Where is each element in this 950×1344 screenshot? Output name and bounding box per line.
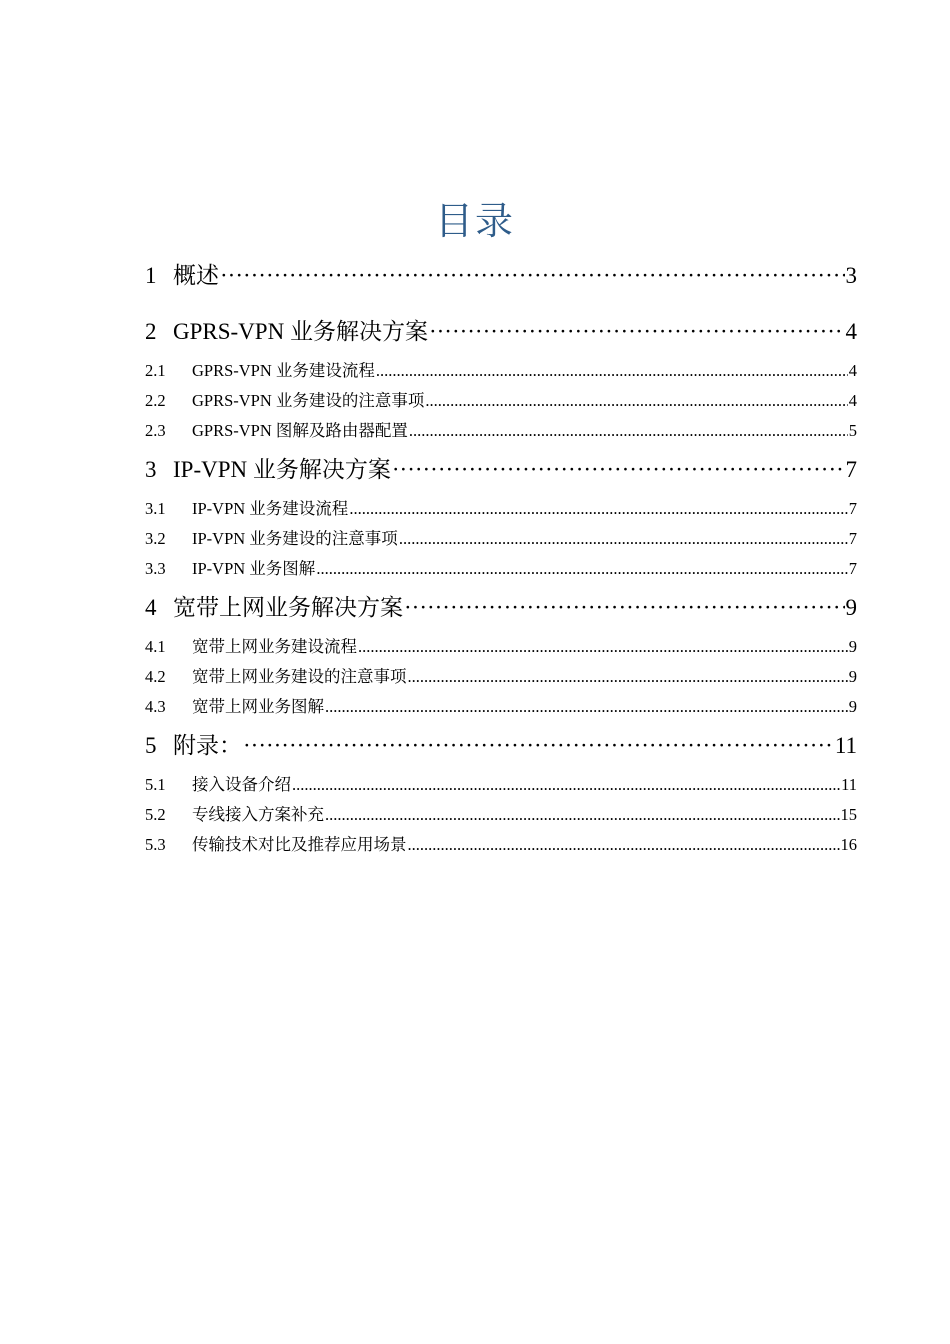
table-of-contents <box>145 252 857 860</box>
toc-entry-page: 4 <box>848 391 857 410</box>
toc-entry-page: 4 <box>845 319 857 344</box>
dot-leader <box>409 416 848 446</box>
toc-entry-number: 5.3 <box>145 835 166 854</box>
toc-entry-2-3[interactable] <box>145 416 857 446</box>
toc-entry-number: 2.3 <box>145 421 166 440</box>
dot-leader <box>325 800 840 830</box>
toc-entry-5[interactable] <box>145 722 857 770</box>
toc-entry-label: 宽带上网业务解决方案 <box>173 595 403 620</box>
toc-entry-number: 2.2 <box>145 391 166 410</box>
toc-entry-2[interactable] <box>145 308 857 356</box>
toc-entry-page: 7 <box>845 457 857 482</box>
toc-entry-page: 3 <box>845 263 857 288</box>
toc-entry-page: 4 <box>848 361 857 380</box>
toc-entry-label: GPRS-VPN 业务建设的注意事项 <box>192 391 425 410</box>
toc-entry-label: 宽带上网业务建设流程 <box>192 637 357 656</box>
toc-entry-number: 4 <box>145 595 157 620</box>
toc-entry-number: 5.1 <box>145 775 166 794</box>
toc-entry-number: 4.3 <box>145 697 166 716</box>
toc-entry-page: 7 <box>848 559 857 578</box>
toc-entry-number: 5 <box>145 733 157 758</box>
toc-entry-3-3[interactable] <box>145 554 857 584</box>
toc-entry-label: 接入设备介绍 <box>192 775 291 794</box>
dot-leader <box>292 770 840 800</box>
toc-entry-5-1[interactable] <box>145 770 857 800</box>
toc-entry-4-3[interactable] <box>145 692 857 722</box>
toc-entry-number: 5.2 <box>145 805 166 824</box>
toc-title: 目录 <box>434 199 515 243</box>
toc-entry-page: 9 <box>848 697 857 716</box>
toc-entry-number: 1 <box>145 263 157 288</box>
toc-entry-4-2[interactable] <box>145 662 857 692</box>
dot-leader <box>376 356 848 386</box>
toc-entry-label: GPRS-VPN 业务解决方案 <box>173 319 428 344</box>
toc-entry-label: IP-VPN 业务图解 <box>192 559 316 578</box>
toc-entry-page: 15 <box>840 805 857 824</box>
toc-entry-page: 7 <box>848 529 857 548</box>
dot-leader <box>392 446 845 494</box>
dot-leader <box>349 494 847 524</box>
dot-leader <box>408 830 840 860</box>
toc-entry-3-2[interactable] <box>145 524 857 554</box>
toc-entry-number: 4.2 <box>145 667 166 686</box>
dot-leader <box>404 584 845 632</box>
toc-entry-label: GPRS-VPN 图解及路由器配置 <box>192 421 408 440</box>
toc-entry-label: GPRS-VPN 业务建设流程 <box>192 361 375 380</box>
toc-entry-page: 7 <box>848 499 857 518</box>
toc-entry-5-2[interactable] <box>145 800 857 830</box>
toc-entry-2-2[interactable] <box>145 386 857 416</box>
toc-entry-page: 16 <box>840 835 857 854</box>
toc-entry-4[interactable] <box>145 584 857 632</box>
toc-entry-2-1[interactable] <box>145 356 857 386</box>
toc-entry-page: 11 <box>834 733 857 758</box>
toc-entry-label: 宽带上网业务建设的注意事项 <box>192 667 407 686</box>
toc-entry-label: IP-VPN 业务建设的注意事项 <box>192 529 398 548</box>
toc-entry-number: 3 <box>145 457 157 482</box>
toc-entry-1[interactable] <box>145 252 857 300</box>
toc-entry-number: 3.2 <box>145 529 166 548</box>
toc-entry-number: 3.1 <box>145 499 166 518</box>
toc-entry-page: 9 <box>848 637 857 656</box>
toc-entry-label: 专线接入方案补充 <box>192 805 324 824</box>
toc-entry-label: IP-VPN 业务解决方案 <box>173 457 391 482</box>
toc-entry-4-1[interactable] <box>145 632 857 662</box>
dot-leader <box>425 386 847 416</box>
toc-entry-page: 11 <box>841 775 857 794</box>
toc-entry-number: 3.3 <box>145 559 166 578</box>
toc-entry-label: IP-VPN 业务建设流程 <box>192 499 349 518</box>
toc-entry-number: 2.1 <box>145 361 166 380</box>
dot-leader <box>220 252 845 300</box>
toc-entry-label: 传输技术对比及推荐应用场景 <box>192 835 407 854</box>
dot-leader <box>408 662 848 692</box>
dot-leader <box>429 308 845 356</box>
dot-leader <box>243 722 834 770</box>
toc-entry-3[interactable] <box>145 446 857 494</box>
dot-leader <box>325 692 848 722</box>
toc-entry-number: 2 <box>145 319 157 344</box>
toc-entry-page: 9 <box>845 595 857 620</box>
toc-entry-page: 5 <box>848 421 857 440</box>
toc-entry-5-3[interactable] <box>145 830 857 860</box>
toc-entry-label: 概述 <box>173 263 219 288</box>
dot-leader <box>358 632 848 662</box>
toc-entry-label: 附录： <box>173 733 242 758</box>
toc-entry-label: 宽带上网业务图解 <box>192 697 324 716</box>
toc-entry-number: 4.1 <box>145 637 166 656</box>
dot-leader <box>399 524 848 554</box>
toc-entry-page: 9 <box>848 667 857 686</box>
dot-leader <box>316 554 847 584</box>
toc-entry-3-1[interactable] <box>145 494 857 524</box>
